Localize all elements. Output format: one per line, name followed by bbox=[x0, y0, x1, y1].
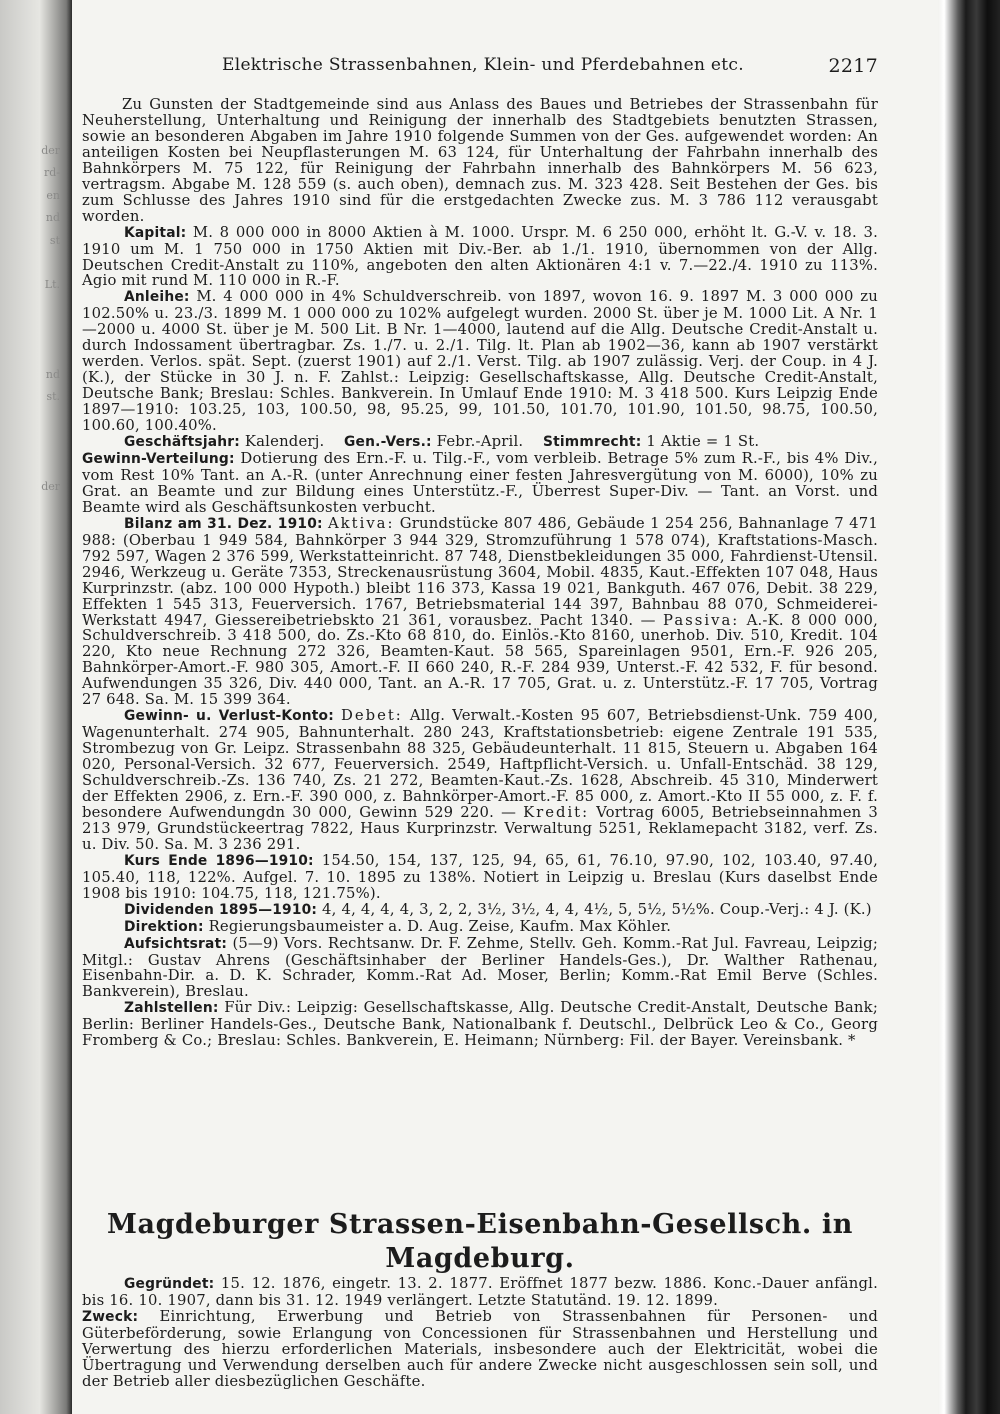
gewinn-label: Gewinn-Verteilung: bbox=[82, 450, 235, 467]
bilanz-label: Bilanz am 31. Dez. 1910: bbox=[124, 515, 323, 532]
company-entry-magdeburg bbox=[82, 1208, 878, 1390]
dividenden-text: 4, 4, 4, 4, 4, 3, 2, 2, 3½, 3½, 4, 4, 4½, 5, 5½, 5½%. Coup.-Verj.: 4 J. (K.) bbox=[322, 900, 872, 918]
page-number: 2217 bbox=[828, 55, 878, 77]
kapital-section bbox=[82, 225, 878, 290]
bilanz-aktiva-text: Grundstücke 807 486, Gebäude 1 254 256, Bahnanlage 7 471 988: (Oberbau 1 949 584, Bahnkörper 3 944 329, Stromzuführung 1 578 074), Kraftstations-Masch. 792 597, Wagen 2 376 599, Werkstatteinricht. 87 748, Dienstbekleidungen 35 000, Fahrdienst-Utensil. 2946, Werkzeug u. Geräte 7353, Streckenausrüstung 3604, Mobil. 4835, Kaut.-Effekten 107 048, Haus Kurprinzstr. (abz. 100 000 Hypoth.) bleibt 116 373, Kassa 19 021, Bankguth. 467 076, Debit. 38 229, Effekten 1 545 313, Feuerversich. 1767, Betriebsmaterial 144 397, Bahnbau 88 070, Schmeiderei-Werkstatt 4947, Giessereibetriebskto 21 361, vorausbez. Pacht 1340. — bbox=[82, 514, 878, 629]
previous-page-edge bbox=[0, 0, 72, 1414]
bilanz-passiva-word: Passiva: bbox=[663, 611, 740, 629]
page-header bbox=[222, 55, 878, 79]
dividenden-label: Dividenden 1895—1910: bbox=[124, 901, 318, 918]
aufsichtsrat-label: Aufsichtsrat: bbox=[124, 935, 228, 952]
margin-fragment bbox=[2, 252, 60, 274]
zweck-text: Einrichtung, Erwerbung und Betrieb von Strassenbahnen für Personen- und Güterbeförderung, sowie Erlangung von Concessionen für Strassenbahnen und Herstellung und Verwertung des hierzu erforderlichen Materials, insbesondere auch der Elektricität, wobei die Übertragung und Verwendung derselben auch für andere Zwecke nicht ausgeschlossen sein soll, und der Betrieb aller diesbezüglichen Geschäfte. bbox=[82, 1307, 879, 1390]
margin-fragment bbox=[2, 879, 60, 901]
bilanz-aktiva-word: Aktiva: bbox=[327, 514, 395, 532]
company-heading: Magdeburger Strassen-Eisenbahn-Gesellsch. in Magdeburg. bbox=[106, 1209, 853, 1274]
direktion-label: Direktion: bbox=[124, 918, 204, 935]
gegruendet-section bbox=[82, 1276, 878, 1309]
stimmrecht-text: 1 Aktie = 1 St. bbox=[646, 433, 760, 451]
margin-fragment bbox=[2, 790, 60, 812]
margin-fragment: rd- bbox=[43, 166, 60, 180]
margin-fragment: Lt. bbox=[44, 278, 60, 292]
margin-fragment bbox=[2, 633, 60, 655]
dividenden-section bbox=[82, 902, 878, 919]
margin-fragment: st. bbox=[46, 390, 60, 404]
meta-section bbox=[82, 434, 878, 451]
bilanz-section bbox=[82, 516, 878, 708]
gewinn-section bbox=[82, 451, 878, 516]
document-page bbox=[72, 0, 938, 1414]
margin-fragment: der bbox=[41, 480, 60, 494]
margin-fragment bbox=[2, 342, 60, 364]
geschaeftsjahr-text: Kalenderj. bbox=[244, 433, 325, 451]
margin-fragment bbox=[2, 588, 60, 610]
genvers-text: Febr.-April. bbox=[436, 433, 524, 451]
zweck-label: Zweck: bbox=[82, 1308, 139, 1325]
margin-fragment bbox=[2, 409, 60, 431]
margin-fragment: nd bbox=[45, 368, 60, 382]
margin-fragment: en bbox=[46, 188, 60, 202]
margin-fragment bbox=[2, 319, 60, 341]
kapital-text: M. 8 000 000 in 8000 Aktien à M. 1000. Urspr. M. 6 250 000, erhöht lt. G.-V. v. 18. 3. 1910 um M. 1 750 000 in 1750 Aktien mit Div.-Ber. ab 1./1. 1910, übernommen von der Allg. Deutschen Credit-Anstalt zu 110%, angeboten den alten Aktionären 4:1 v. 7.—22./4. 1910 zu 113%. Agio mit rund M. 110 000 in R.-F. bbox=[82, 223, 878, 290]
margin-fragment bbox=[2, 902, 60, 924]
gewinn-text: Dotierung des Ern.-F. u. Tilg.-F., vom verbleib. Betrage 5% zum R.-F., bis 4% Div., vom Rest 10% Tant. an A.-R. (unter Anrechnung einer festen Jahresvergütung von M. 6000), 10% zu Grat. an Beamte und zur Bildung eines Unterstütz.-F., Überrest Super-Div. — Tant. an Vorst. und Beamte wird als Geschäftsunkosten verbucht. bbox=[82, 449, 878, 516]
kapital-label: Kapital: bbox=[124, 224, 187, 241]
margin-fragment bbox=[2, 835, 60, 857]
zahlstellen-label: Zahlstellen: bbox=[124, 1000, 219, 1017]
margin-fragment bbox=[2, 566, 60, 588]
margin-fragment bbox=[2, 499, 60, 521]
aufsichtsrat-section bbox=[82, 936, 878, 1001]
margin-fragment bbox=[2, 857, 60, 879]
company-entry-leipzig bbox=[82, 97, 878, 1049]
margin-fragment bbox=[2, 454, 60, 476]
kurs-label: Kurs Ende 1896—1910: bbox=[124, 852, 314, 869]
kurs-text: 154.50, 154, 137, 125, 94, 65, 61, 76.10, 97.90, 102, 103.40, 97.40, 105.40, 118, 122%. Aufgel. 7. 10. 1895 zu 138%. Notiert in Leipzig u. Breslau (Kurs daselbst Ende 1908 bis 1910: 104.75, 118, 121.75%). bbox=[82, 851, 878, 902]
anleihe-text: M. 4 000 000 in 4% Schuldverschreib. von 1897, wovon 16. 9. 1897 M. 3 000 000 zu 102.50% u. 23./3. 1899 M. 1 000 000 zu 102% aufgelegt wurden. 2000 St. über je M. 1000 Lit. A Nr. 1—2000 u. 4000 St. über je M. 500 Lit. B Nr. 1—4000, lautend auf die Allg. Deutsche Credit-Anstalt u. durch Indossament übertragbar. Zs. 1./7. u. 2./1. Tilg. lt. Plan ab 1902—36, kann ab 1907 verstärkt werden. Verlos. spät. Sept. (zuerst 1901) auf 2./1. Verst. Tilg. ab 1907 zulässig. Verj. der Coup. in 4 J. (K.), der Stücke in 30 J. n. F. Zahlst.: Leipzig: Gesellschaftskasse, Allg. Deutsche Credit-Anstalt, Deutsche Bank; Breslau: Schles. Bankverein. In Umlauf Ende 1910: M. 3 418 500. Kurs Leipzig Ende 1897—1910: 103.25, 103, 100.50, 98, 95.25, 99, 101.50, 101.70, 101.90, 101.50, 98.75, 100.50, 100.60, 100.40%. bbox=[82, 288, 878, 435]
guv-debet-word: Debet: bbox=[341, 707, 403, 725]
margin-fragment bbox=[2, 745, 60, 767]
zweck-section bbox=[82, 1309, 878, 1390]
guv-kredit-word: Kredit: bbox=[523, 803, 590, 821]
margin-fragment: nd bbox=[45, 211, 60, 225]
aufsichtsrat-text: (5—9) Vors. Rechtsanw. Dr. F. Zehme, Stellv. Geh. Komm.-Rat Jul. Favreau, Leipzig; Mitgl.: Gustav Ahrens (Geschäftsinhaber der Berliner Handels-Ges.), Dr. Walther Rathenau, Eisenbahn-Dir. a. D. K. Schrader, Komm.-Rat Ad. Moser, Berlin; Komm.-Rat Emil Berve (Schles. Bankverein), Breslau. bbox=[82, 934, 879, 1001]
running-title: Elektrische Strassenbahnen, Klein- und Pferdebahnen etc. bbox=[222, 55, 744, 75]
anleihe-section bbox=[82, 289, 878, 434]
book-spine bbox=[938, 0, 1000, 1414]
margin-fragment bbox=[2, 521, 60, 543]
gegruendet-label: Gegründet: bbox=[124, 1276, 215, 1292]
direktion-section bbox=[82, 919, 878, 936]
guv-label: Gewinn- u. Verlust-Konto: bbox=[124, 708, 334, 725]
margin-fragment bbox=[2, 700, 60, 722]
margin-fragment: der bbox=[41, 144, 60, 157]
guv-kredit-text: Vortrag 6005, Betriebseinnahmen 3 213 979, Grundstückeertrag 7822, Haus Kurprinzstr. Verwaltung 5251, Reklamepacht 3182, verf. Zs. u. Div. 50. Sa. M. 3 236 291. bbox=[82, 803, 879, 853]
margin-fragment bbox=[2, 767, 60, 789]
margin-fragment bbox=[2, 924, 60, 946]
zahlstellen-section bbox=[82, 1000, 878, 1049]
anleihe-label: Anleihe: bbox=[124, 289, 190, 306]
direktion-text: Regierungsbaumeister a. D. Aug. Zeise, Kaufm. Max Köhler. bbox=[208, 917, 672, 935]
margin-fragment bbox=[2, 655, 60, 677]
bilanz-passiva-text: A.-K. 8 000 000, Schuldverschreib. 3 418 500, do. Zs.-Kto 68 810, do. Einlös.-Kto 8160, unerhob. Div. 510, Kredit. 104 220, Kto neue Rechnung 272 326, Beamten-Kaut. 58 565, Spareinlagen 9501, Ern.-F. 926 205, Bahnkörper-Amort.-F. 980 305, Amort.-F. II 660 240, R.-F. 284 939, Unterst.-F. 42 532, F. für besond. Aufwendungen 35 326, Div. 440 000, Tant. an A.-R. 17 705, Grat. u. z. Unterstütz.-F. 17 705, Vortrag 27 648. Sa. M. 15 399 364. bbox=[82, 611, 879, 709]
kurs-section bbox=[82, 853, 878, 902]
geschaeftsjahr-label: Geschäftsjahr: bbox=[124, 434, 240, 451]
margin-fragment bbox=[2, 723, 60, 745]
margin-fragment bbox=[2, 297, 60, 319]
margin-fragment: st bbox=[49, 233, 60, 247]
zahlstellen-text: Für Div.: Leipzig: Gesellschaftskasse, Allg. Deutsche Credit-Anstalt, Deutsche Bank; Berlin: Berliner Handels-Ges., Deutsche Bank, Nationalbank f. Deutschl., Delbrück Leo & Co., Georg Fromberg & Co.; Breslau: Schles. Bankverein, E. Heimann; Nürnberg: Fil. der Bayer. Vereinsbank. * bbox=[82, 999, 878, 1050]
guv-section bbox=[82, 708, 878, 853]
margin-fragment bbox=[2, 611, 60, 633]
previous-page-fragments bbox=[2, 140, 60, 1140]
margin-fragment bbox=[2, 431, 60, 453]
gegruendet-text: 15. 12. 1876, eingetr. 13. 2. 1877. Eröffnet 1877 bezw. 1886. Konc.-Dauer anfängl. bis 16. 10. 1907, dann bis 31. 12. 1949 verlängert. Letzte Statutänd. 19. 12. 1899. bbox=[82, 1275, 878, 1309]
margin-fragment bbox=[2, 812, 60, 834]
margin-fragment bbox=[2, 678, 60, 700]
intro-paragraph: Zu Gunsten der Stadtgemeinde sind aus Anlass des Baues und Betriebes der Strassenbahn für Neuherstellung, Unterhaltung und Reinigung der innerhalb des Stadtgebiets benutzten Strassen, sowie an besonderen Abgaben im Jahre 1910 folgende Summen von der Ges. aufgewendet worden: An anteiligen Kosten bei Neupflasterungen M. 63 124, für Unterhaltung der Fahrbahn innerhalb des Bahnkörpers M. 75 122, für Reinigung der Fahrbahn innerhalb des Bahnkörpers M. 56 623, vertragsm. Abgabe M. 128 559 (s. auch oben), demnach zus. M. 323 428. Seit Bestehen der Ges. bis zum Schlusse des Jahres 1910 sind für die erstgedachten Zwecke zus. M. 3 786 112 verausgabt worden. bbox=[82, 96, 878, 225]
stimmrecht-label: Stimmrecht: bbox=[542, 434, 642, 451]
margin-fragment bbox=[2, 543, 60, 565]
genvers-label: Gen.-Vers.: bbox=[344, 434, 432, 451]
guv-debet-text: Allg. Verwalt.-Kosten 95 607, Betriebsdienst-Unk. 759 400, Wagenunterhalt. 274 905, Bahnunterhalt. 280 243, Kraftstationsbetrieb: eigene Zentrale 191 535, Strombezug von Gr. Leipz. Strassenbahn 88 325, Gebäudeunterhalt. 11 815, Steuern u. Abgaben 164 020, Personal-Versich. 32 677, Feuerversich. 2549, Haftpflicht-Versich. u. Unfall-Entschäd. 38 129, Schuldverschreib.-Zs. 136 740, Zs. 21 272, Beamten-Kaut.-Zs. 1628, Abschreib. 45 310, Minderwert der Effekten 2906, z. Ern.-F. 390 000, z. Bahnkörper-Amort.-F. 85 000, z. Amort.-Kto II 55 000, z. F. f. besondere Aufwendungdn 30 000, Gewinn 529 220. — bbox=[82, 707, 878, 821]
